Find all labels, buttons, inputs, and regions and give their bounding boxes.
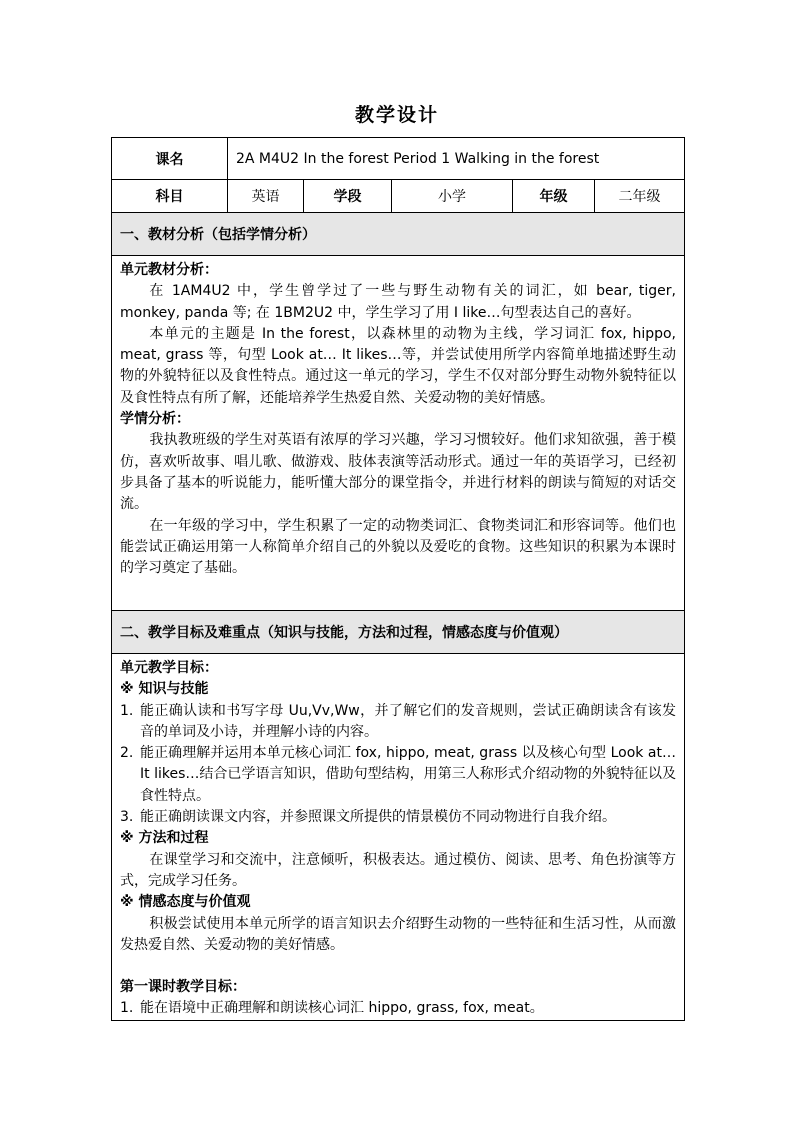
emotions-values-text: 积极尝试使用本单元所学的语言知识去介绍野生动物的一些特征和生活习性，从而激发热爱自然、关爱动物的美好情感。 — [120, 915, 676, 953]
list-item-number: 3. — [120, 809, 134, 826]
lesson-goals-label: 第一课时教学目标： — [120, 979, 246, 996]
methods-process-label: ※ 方法和过程 — [120, 830, 209, 847]
course-row — [112, 138, 685, 180]
info-row — [112, 180, 685, 213]
list-item-text: 能正确朗读课文内容，并参照课文所提供的情景模仿不同动物进行自我介绍。 — [140, 809, 616, 826]
subject-label: 科目 — [112, 180, 228, 213]
list-item-text: 能正确认读和书写字母 Uu,Vv,Ww，并了解它们的发音规则，尝试正确朗读含有该发音的单词及小诗，并理解小诗的内容。 — [140, 702, 676, 740]
grade-value: 二年级 — [595, 180, 685, 213]
list-item-text: 能在语境中正确理解和朗读核心词汇 hippo, grass, fox, meat。 — [140, 1000, 544, 1017]
methods-process-text: 在课堂学习和交流中，注意倾听，积极表达。通过模仿、阅读、思考、角色扮演等方式，完成学习任务。 — [120, 851, 676, 889]
page-title: 教学设计 — [354, 104, 439, 126]
spacer — [120, 956, 676, 977]
list-item-text: 能正确理解并运用本单元核心词汇 fox, hippo, meat, grass 以及核心句型 Look at… It likes…结合已学语言知识，借助句型结构，用第三人称形式介绍动物的外貌特征以及食性特点。 — [140, 745, 676, 804]
grade-label: 年级 — [513, 180, 595, 213]
section2-body-row — [112, 654, 685, 1021]
subject-value: 英语 — [228, 180, 304, 213]
knowledge-skills-label: ※ 知识与技能 — [120, 681, 209, 698]
unit-analysis-para-2: 本单元的主题是 In the forest，以森林里的动物为主线，学习词汇 fox, hippo, meat, grass 等，句型 Look at… It likes…等，并尝试使用所学内容简单地描述野生动物的外貌特征以及食性特点。通过这一单元的学习，学生不仅对部分野生动物外貌特征以及食性特点有所了解，还能培养学生热爱自然、关爱动物的美好情感。 — [120, 325, 676, 406]
stage-value: 小学 — [392, 180, 513, 213]
learner-analysis-label: 学情分析： — [120, 411, 190, 428]
list-item-number: 1. — [120, 702, 134, 719]
lesson-plan-table — [111, 137, 685, 1021]
list-item-number: 2. — [120, 745, 134, 762]
list-item — [120, 998, 676, 1019]
section2-heading-row — [112, 611, 685, 654]
course-label: 课名 — [112, 138, 228, 180]
unit-analysis-label: 单元教材分析： — [120, 262, 218, 278]
section2-body — [112, 654, 685, 1021]
section1-heading-row — [112, 213, 685, 256]
list-item-number: 1. — [120, 1000, 134, 1017]
unit-goals-label: 单元教学目标： — [120, 660, 218, 676]
learner-analysis-para-2: 在一年级的学习中，学生积累了一定的动物类词汇、食物类词汇和形容词等。他们也能尝试正确运用第一人称简单介绍自己的外貌以及爱吃的食物。这些知识的积累为本课时的学习奠定了基础。 — [120, 517, 676, 577]
list-item — [120, 807, 676, 828]
section2-heading: 二、教学目标及难重点（知识与技能，方法和过程，情感态度与价值观） — [112, 611, 685, 654]
list-item — [120, 743, 676, 807]
stage-label: 学段 — [304, 180, 392, 213]
learner-analysis-para-1: 我执教班级的学生对英语有浓厚的学习兴趣，学习习惯较好。他们求知欲强，善于模仿，喜欢听故事、唱儿歌、做游戏、肢体表演等活动形式。通过一年的英语学习，已经初步具备了基本的听说能力，能听懂大部分的课堂指令，并进行材料的朗读与简短的对话交流。 — [120, 432, 676, 513]
section1-body — [112, 256, 685, 611]
section1-heading: 一、教材分析（包括学情分析） — [112, 213, 685, 256]
emotions-values-label: ※ 情感态度与价值观 — [120, 894, 251, 911]
section1-body-row — [112, 256, 685, 611]
list-item — [120, 701, 676, 744]
course-value: 2A M4U2 In the forest Period 1 Walking in the forest — [228, 138, 685, 180]
unit-analysis-para-1: 在 1AM4U2 中，学生曾学过了一些与野生动物有关的词汇，如 bear, tiger, monkey, panda 等; 在 1BM2U2 中，学生学习了用 I like…句型表达自己的喜好。 — [120, 283, 676, 321]
